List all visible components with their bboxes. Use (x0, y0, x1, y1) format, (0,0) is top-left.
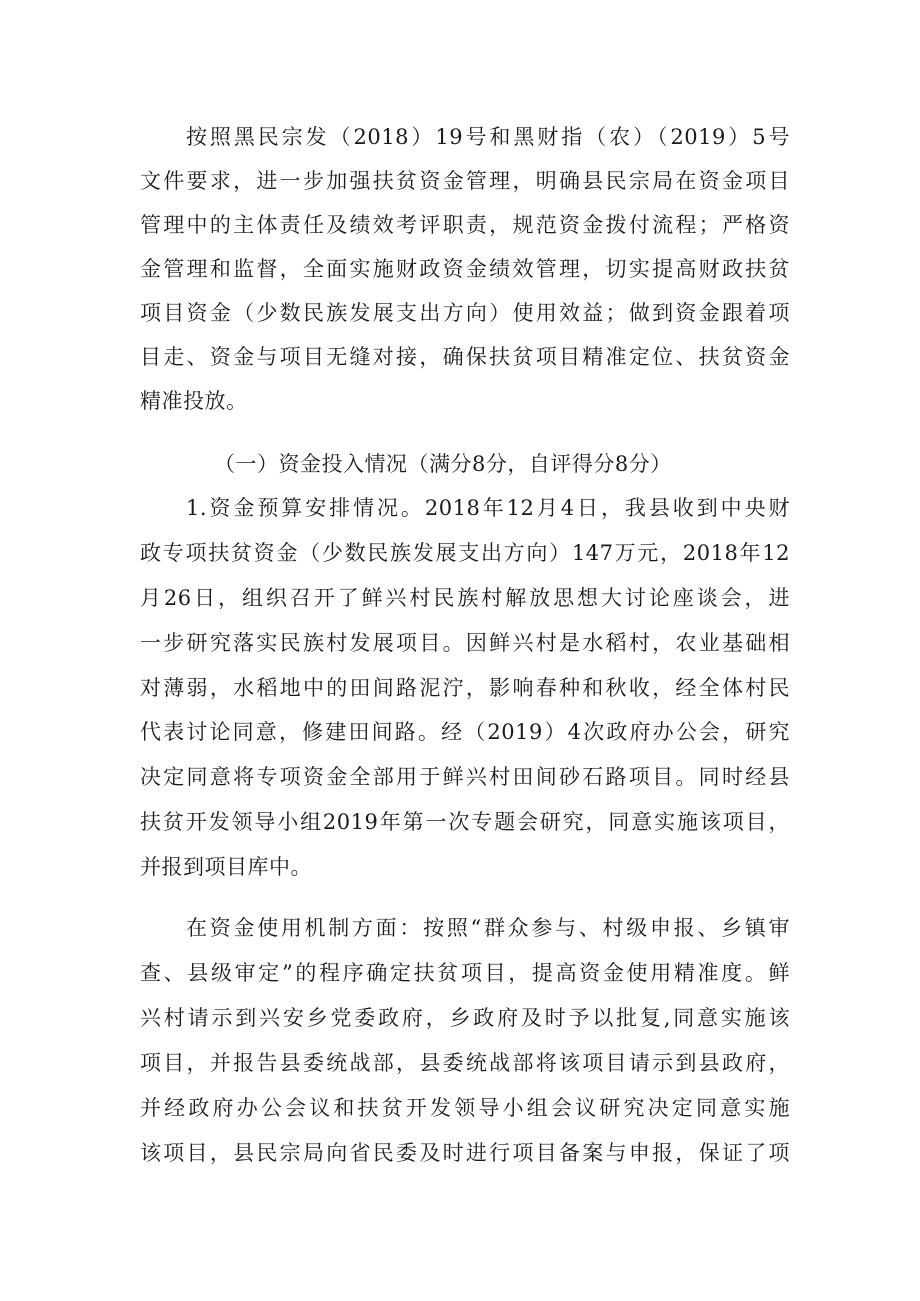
paragraph-2-line-1: 1.资金预算安排情况。2018年12月4日，我县收到中央财 (186, 496, 790, 520)
section-heading: （一）资金投入情况（满分8分，自评得分8分） (214, 452, 672, 476)
paragraph-1-line-5: 项目资金（少数民族发展支出方向）使用效益；做到资金跟着项 (140, 301, 790, 325)
paragraph-1-line-3: 管理中的主体责任及绩效考评职责，规范资金拨付流程；严格资 (140, 213, 790, 237)
paragraph-3-line-6: 该项目，县民宗局向省民委及时进行项目备案与申报，保证了项 (140, 1141, 790, 1165)
paragraph-3-line-2: 查、县级审定”的程序确定扶贫项目，提高资金使用精准度。鲜 (140, 961, 790, 985)
paragraph-3-line-5: 并经政府办公会议和扶贫开发领导小组会议研究决定同意实施 (140, 1096, 790, 1120)
paragraph-1-line-7: 精准投放。 (140, 389, 248, 413)
paragraph-2-line-2: 政专项扶贫资金（少数民族发展支出方向）147万元，2018年12 (140, 541, 790, 565)
paragraph-3-line-3: 兴村请示到兴安乡党委政府，乡政府及时予以批复,同意实施该 (140, 1006, 790, 1030)
paragraph-3-line-1: 在资金使用机制方面：按照“群众参与、村级申报、乡镇审 (186, 916, 790, 940)
paragraph-2-line-4: 一步研究落实民族村发展项目。因鲜兴村是水稻村，农业基础相 (140, 631, 790, 655)
paragraph-3-line-4: 项目，并报告县委统战部，县委统战部将该项目请示到县政府， (140, 1051, 790, 1075)
paragraph-1-line-2: 文件要求，进一步加强扶贫资金管理，明确县民宗局在资金项目 (140, 169, 790, 193)
paragraph-2-line-7: 决定同意将专项资金全部用于鲜兴村田间砂石路项目。同时经县 (140, 765, 790, 789)
paragraph-2-line-8: 扶贫开发领导小组2019年第一次专题会研究，同意实施该项目， (140, 810, 790, 834)
paragraph-1-line-4: 金管理和监督，全面实施财政资金绩效管理，切实提高财政扶贫 (140, 257, 790, 281)
paragraph-1-line-1: 按照黑民宗发（2018）19号和黑财指（农）（2019）5号 (186, 125, 790, 149)
paragraph-2-line-9: 并报到项目库中。 (140, 855, 312, 879)
paragraph-2-line-5: 对薄弱，水稻地中的田间路泥泞，影响春种和秋收，经全体村民 (140, 676, 790, 700)
paragraph-1-line-6: 目走、资金与项目无缝对接，确保扶贫项目精准定位、扶贫资金 (140, 345, 790, 369)
paragraph-2-line-3: 月26日，组织召开了鲜兴村民族村解放思想大讨论座谈会，进 (140, 586, 790, 610)
paragraph-2-line-6: 代表讨论同意，修建田间路。经（2019）4次政府办公会，研究 (140, 720, 790, 744)
